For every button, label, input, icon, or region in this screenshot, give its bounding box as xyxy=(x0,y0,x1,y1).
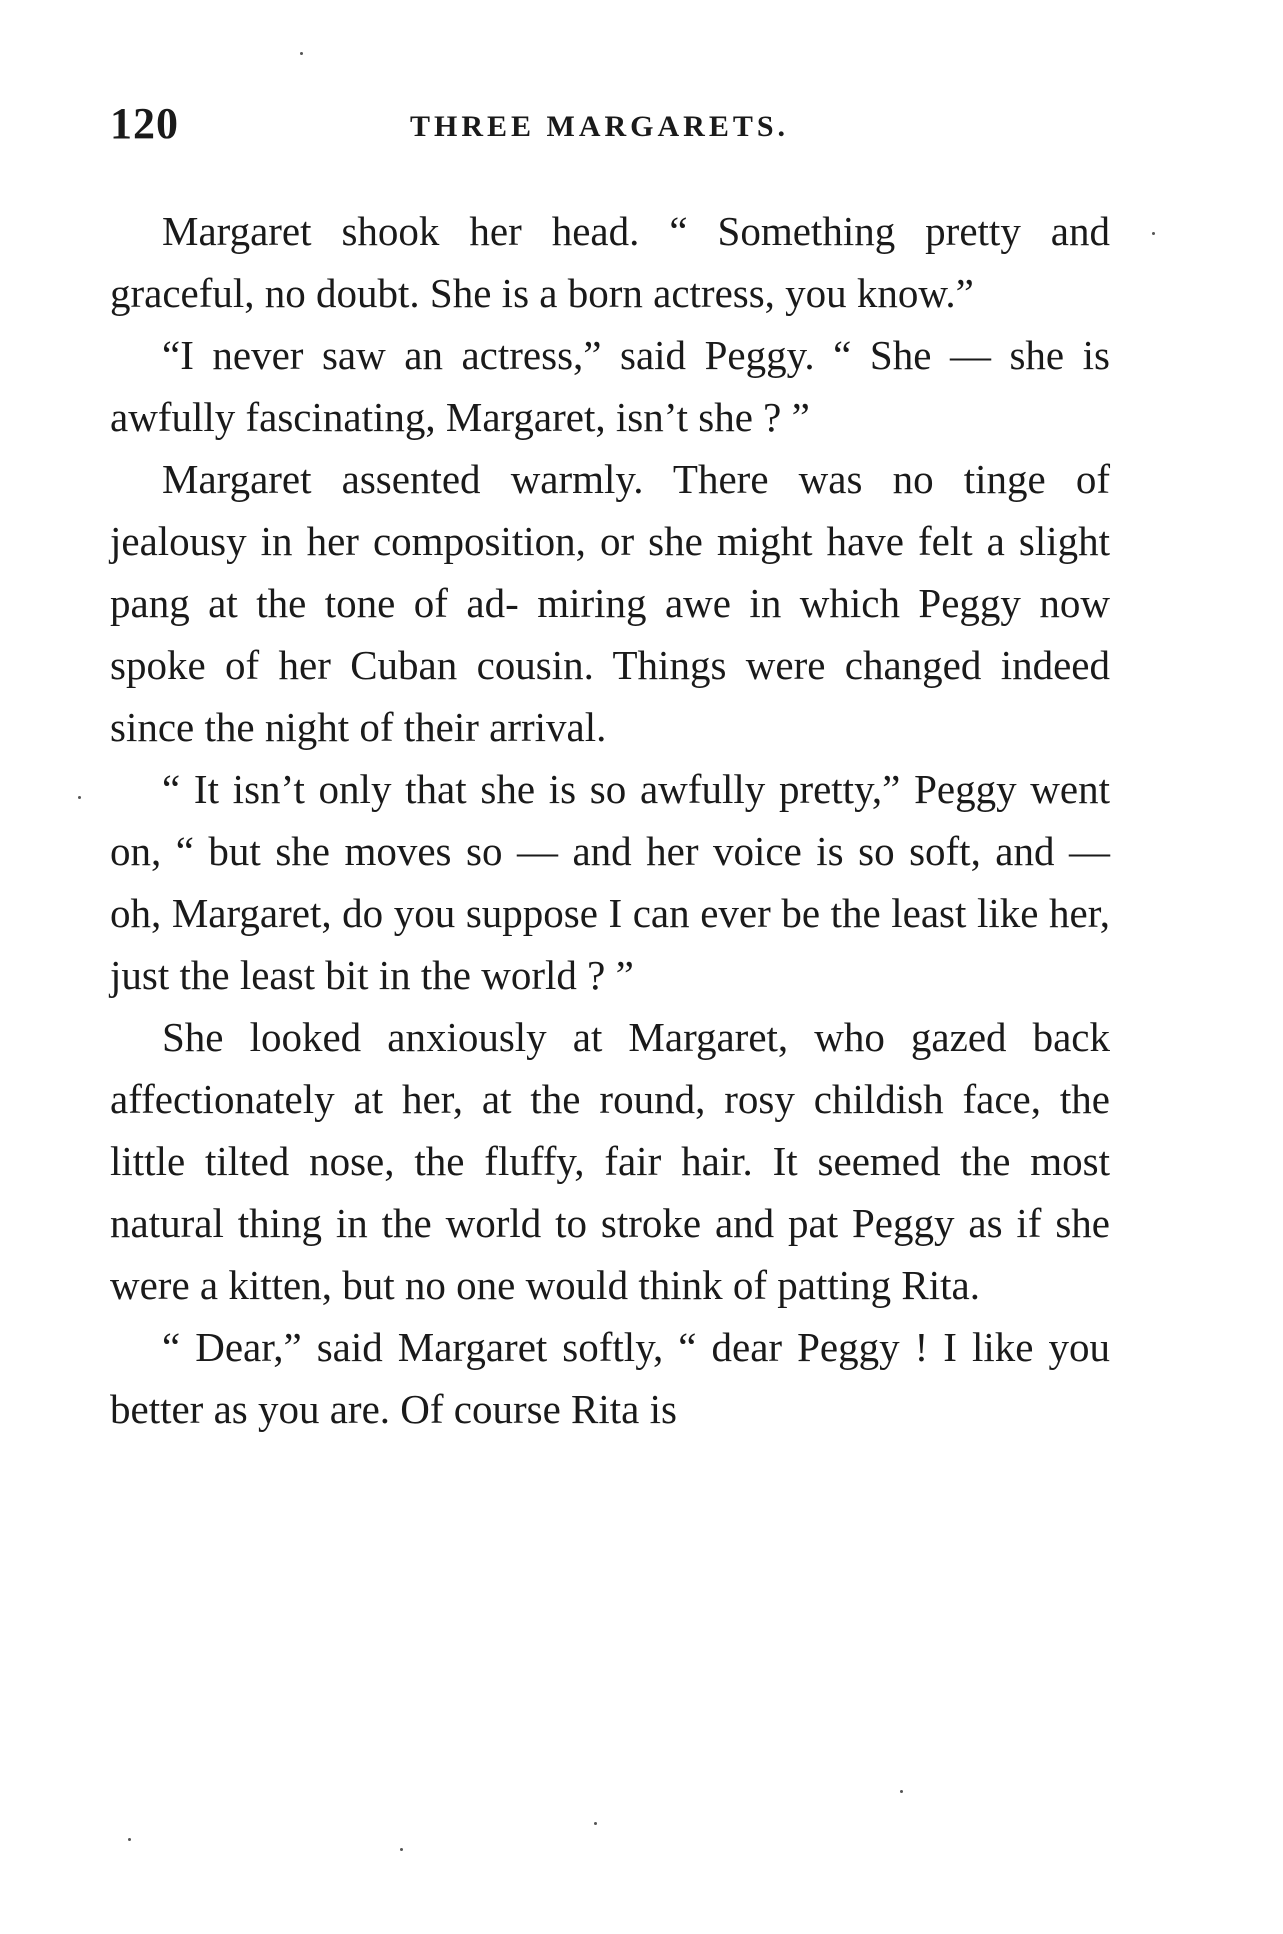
paragraph-2: “I never saw an actress,” said Peggy. “ She — she is awfully fascinating, Margaret, isn’t she ? ” xyxy=(110,332,1110,440)
scan-speck xyxy=(1152,232,1155,235)
scan-speck xyxy=(594,1822,597,1825)
paragraph-1: Margaret shook her head. “ Something pretty and graceful, no doubt. She is a born actress, you know.” xyxy=(110,208,1110,316)
paragraph-4: “ It isn’t only that she is so awfully pretty,” Peggy went on, “ but she moves so — and her voice is so soft, and — oh, Margaret, do you suppose I can ever be the least like her, just the least bit in the world ? ” xyxy=(110,766,1110,998)
page-header xyxy=(110,98,1110,158)
paragraph-5: She looked anxiously at Margaret, who gazed back affectionately at her, at the round, rosy childish face, the little tilted nose, the fluffy, fair hair. It seemed the most natural thing in the world to stroke and pat Peggy as if she were a kitten, but no one would think of patting Rita. xyxy=(110,1014,1110,1308)
scan-speck xyxy=(78,796,81,799)
body-text xyxy=(110,200,1110,1440)
scan-speck xyxy=(300,52,303,55)
paragraph-3: Margaret assented warmly. There was no tinge of jealousy in her composition, or she might have felt a slight pang at the tone of ad- miring awe in which Peggy now spoke of her Cuban cousin. Things were changed indeed since the night of their arrival. xyxy=(110,456,1110,750)
scan-speck xyxy=(400,1848,403,1851)
scan-speck xyxy=(128,1838,131,1841)
paragraph-6: “ Dear,” said Margaret softly, “ dear Peggy ! I like you better as you are. Of course Rita is xyxy=(110,1324,1110,1432)
running-title: THREE MARGARETS. xyxy=(410,110,790,143)
page-number: 120 xyxy=(110,99,179,148)
scan-speck xyxy=(900,1790,903,1793)
